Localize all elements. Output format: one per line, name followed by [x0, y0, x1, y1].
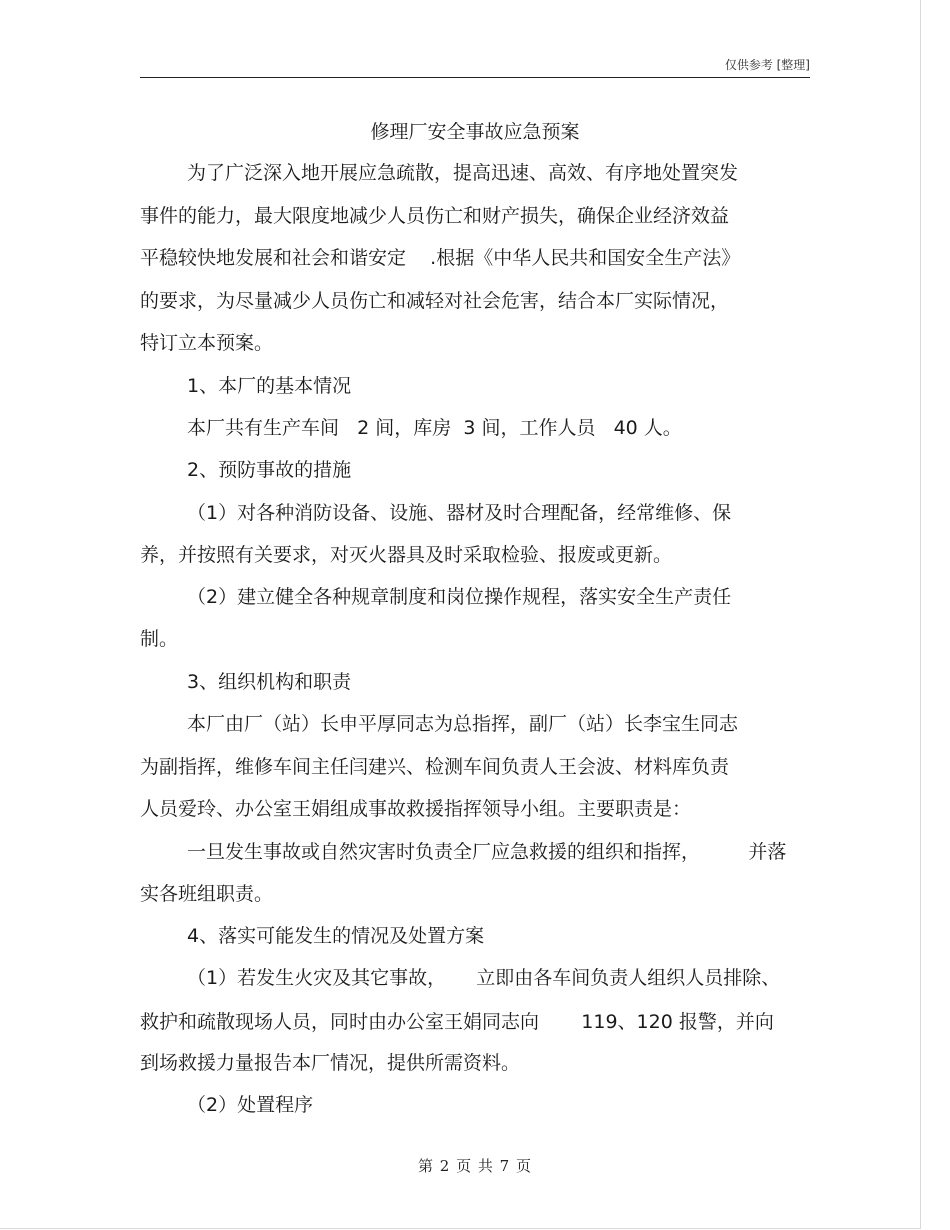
- body-line: （1）对各种消防设备、设施、器材及时合理配备，经常维修、保: [187, 502, 732, 524]
- section-heading: 1、本厂的基本情况: [187, 375, 352, 397]
- body-line: 制。: [140, 628, 179, 650]
- header-note: 仅供参考 [整理]: [724, 58, 810, 72]
- page-number-footer: 第 2 页 共 7 页: [418, 1157, 532, 1175]
- body-line: 特订立本预案。: [140, 332, 274, 354]
- section-heading: 4、落实可能发生的情况及处置方案: [187, 925, 485, 947]
- body-line: 到场救援力量报告本厂情况，提供所需资料。: [140, 1052, 521, 1074]
- section-heading: 2、预防事故的措施: [187, 459, 352, 481]
- body-line: 为副指挥，维修车间主任闫建兴、检测车间负责人王会波、材料库负责: [140, 756, 730, 778]
- body-line: 的要求，为尽量减少人员伤亡和减轻对社会危害，结合本厂实际情况，: [140, 290, 730, 312]
- body-line: 一旦发生事故或自然灾害时负责全厂应急救援的组织和指挥， 并落: [187, 841, 787, 863]
- document-title: 修理厂安全事故应急预案: [370, 121, 580, 143]
- body-line: 事件的能力，最大限度地减少人员伤亡和财产损失，确保企业经济效益: [140, 205, 730, 227]
- section-heading: 3、组织机构和职责: [187, 671, 352, 693]
- body-line: 本厂由厂（站）长申平厚同志为总指挥，副厂（站）长李宝生同志: [187, 713, 739, 735]
- header-rule: [140, 77, 810, 78]
- body-line: 本厂共有生产车间 2 间，库房 3 间，工作人员 40 人。: [187, 417, 682, 439]
- body-line: 救护和疏散现场人员，同时由办公室王娟同志向 119、120 报警，并向: [140, 1011, 774, 1033]
- body-line: 养，并按照有关要求，对灭火器具及时采取检验、报废或更新。: [140, 544, 673, 566]
- body-line: 实各班组职责。: [140, 883, 274, 905]
- body-line: （1）若发生火灾及其它事故， 立即由各车间负责人组织人员排除、: [187, 967, 781, 989]
- body-line: （2）处置程序: [187, 1094, 314, 1116]
- body-line: 为了广泛深入地开展应急疏散，提高迅速、高效、有序地处置突发: [187, 162, 739, 184]
- body-line: （2）建立健全各种规章制度和岗位操作规程，落实安全生产责任: [187, 586, 732, 608]
- body-line: 人员爱玲、办公室王娟组成事故救援指挥领导小组。主要职责是：: [140, 798, 692, 820]
- body-line: 平稳较快地发展和社会和谐安定 .根据《中华人民共和国安全生产法》: [140, 247, 741, 269]
